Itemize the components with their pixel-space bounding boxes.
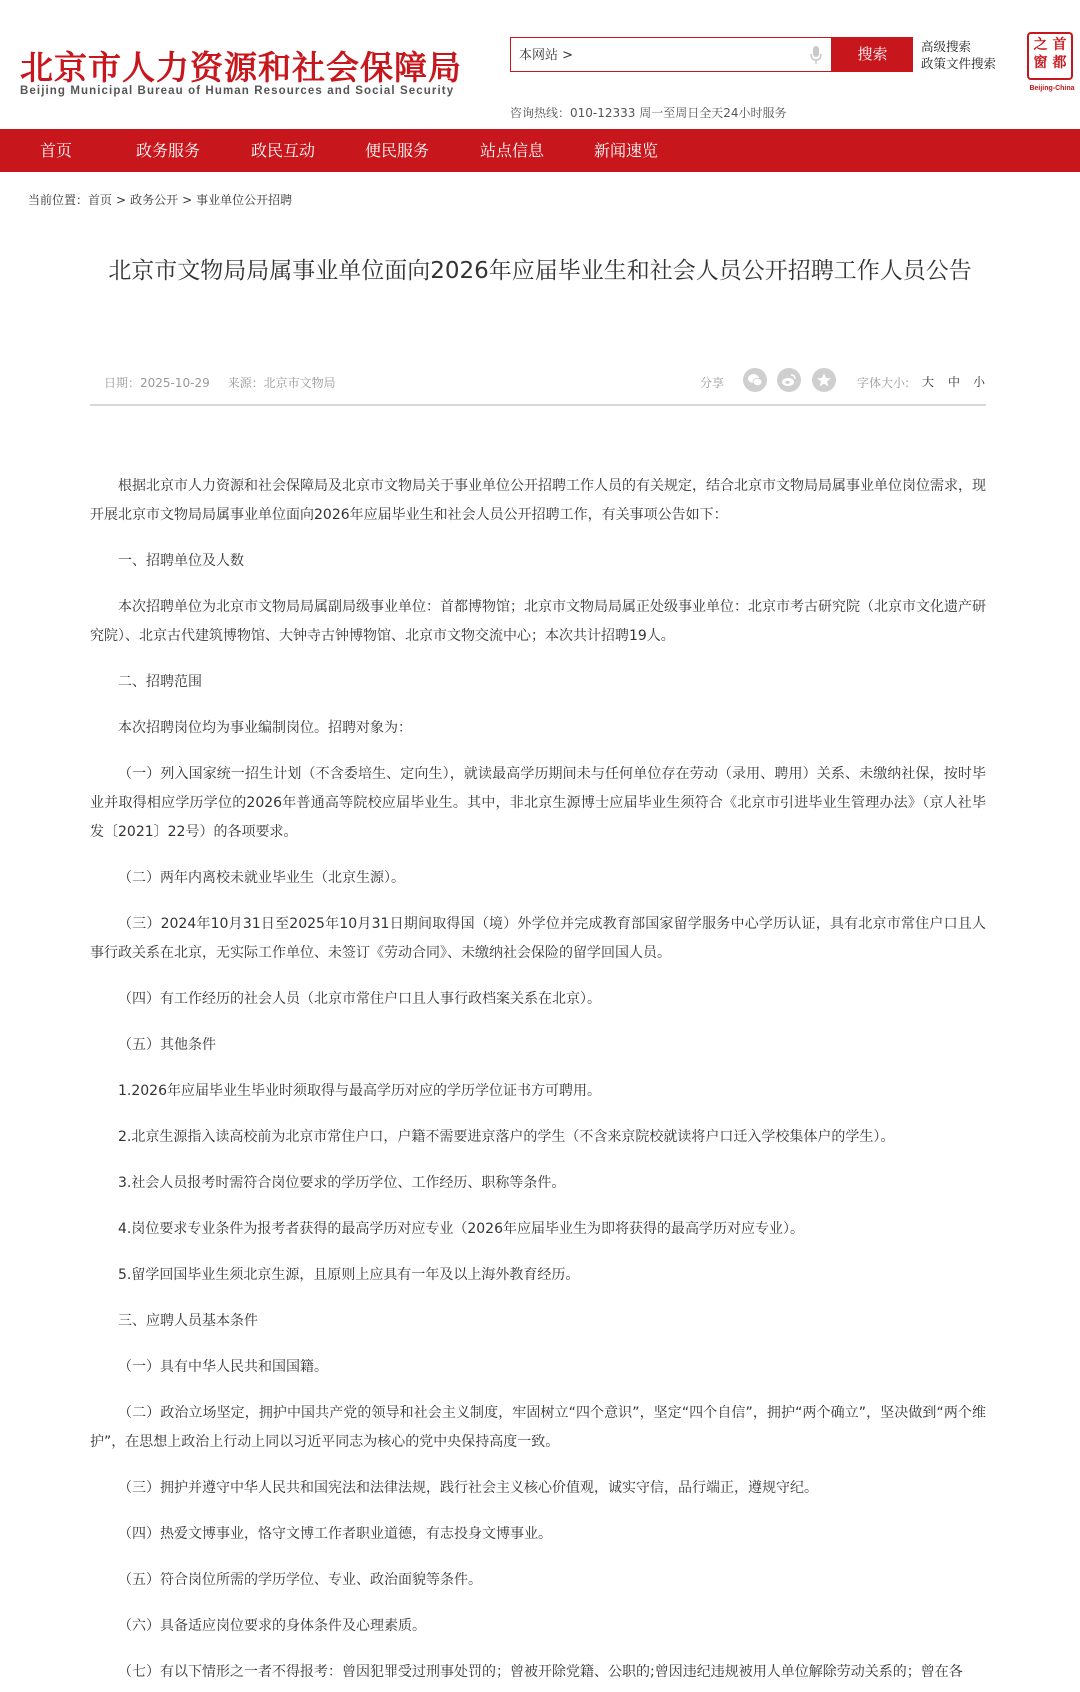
capital-logo-char: 都	[1052, 55, 1067, 71]
advanced-search-link[interactable]: 高级搜索	[921, 39, 972, 54]
breadcrumb-recruitment[interactable]: 事业单位公开招聘	[196, 193, 293, 207]
breadcrumb	[28, 191, 296, 208]
paragraph: 本次招聘单位为北京市文物局局属副局级事业单位：首都博物馆；北京市文物局局属正处级事业单位：北京市考古研究院（北京市文化遗产研究院）、北京古代建筑博物馆、大钟寺古钟博物馆、北京市文物交流中心；本次共计招聘19人。	[90, 599, 986, 644]
paragraph: 3.社会人员报考时需符合岗位要求的学历学位、工作经历、职称等条件。	[118, 1175, 566, 1191]
paragraph: （四）热爱文博事业，恪守文博工作者职业道德，有志投身文博事业。	[118, 1526, 552, 1542]
site-logo-en: Beijing Municipal Bureau of Human Resources and Social Security	[20, 85, 455, 97]
meta-divider	[90, 404, 986, 406]
font-size-large[interactable]: 大	[922, 375, 935, 389]
capital-window-logo[interactable]	[1027, 32, 1075, 92]
paragraph: 本次招聘岗位均为事业编制岗位。招聘对象为：	[118, 720, 412, 736]
share-label: 分享	[700, 376, 725, 390]
article-date: 日期：2025-10-29	[104, 376, 210, 390]
paragraph: （七）有以下情形之一者不得报考：曾因犯罪受过刑事处罚的；曾被开除党籍、公职的;曾因违纪违规被用人单位解除劳动关系的；曾在各	[118, 1664, 963, 1680]
paragraph: 2.北京生源指入读高校前为北京市常住户口，户籍不需要进京落户的学生（不含来京院校就读将户口迁入学校集体户的学生）。	[118, 1129, 895, 1145]
nav-item-home[interactable]: 首页	[40, 141, 73, 160]
search-scope-select[interactable]: 本网站 >	[519, 48, 574, 63]
paragraph: （二）政治立场坚定，拥护中国共产党的领导和社会主义制度，牢固树立“四个意识”，坚定“四个自信”，拥护“两个确立”，坚决做到“两个维护”，在思想上政治上行动上同以习近平同志为核心的党中央保持高度一致。	[90, 1405, 986, 1450]
favorite-icon[interactable]	[812, 368, 836, 392]
article-meta	[104, 374, 350, 391]
search-input[interactable]	[591, 42, 801, 67]
breadcrumb-label: 当前位置：	[28, 193, 89, 207]
site-logo-cn[interactable]: 北京市人力资源和社会保障局	[20, 48, 462, 87]
paragraph: 4.岗位要求专业条件为报考者获得的最高学历对应专业（2026年应届毕业生为即将获得的最高学历对应专业）。	[118, 1221, 804, 1237]
font-size-label: 字体大小:	[857, 376, 910, 390]
paragraph: （二）两年内离校未就业毕业生（北京生源）。	[118, 870, 405, 886]
search-box	[510, 37, 832, 72]
section-heading: 一、招聘单位及人数	[118, 553, 244, 569]
paragraph: 5.留学回国毕业生须北京生源，且原则上应具有一年及以上海外教育经历。	[118, 1267, 580, 1283]
breadcrumb-gov-affairs[interactable]: 政务公开	[130, 193, 179, 207]
paragraph: （三）2024年10月31日至2025年10月31日期间取得国（境）外学位并完成教育部国家留学服务中心学历认证，具有北京市常住户口且人事行政关系在北京，无实际工作单位、未签订《劳动合同》、未缴纳社会保险的留学回国人员。	[90, 916, 986, 961]
nav-item-gov-services[interactable]: 政务服务	[136, 141, 201, 160]
hotline-text: 咨询热线：010-12333 周一至周日全天24小时服务	[510, 106, 787, 120]
font-size-small[interactable]: 小	[973, 375, 986, 389]
paragraph: 根据北京市人力资源和社会保障局及北京市文物局关于事业单位公开招聘工作人员的有关规定，结合北京市文物局局属事业单位岗位需求，现开展北京市文物局局属事业单位面向2026年应届毕业生和社会人员公开招聘工作，有关事项公告如下：	[90, 478, 986, 523]
article-content	[90, 472, 986, 1692]
nav-item-convenience[interactable]: 便民服务	[365, 141, 430, 160]
capital-logo-char: 首	[1052, 37, 1067, 53]
breadcrumb-home[interactable]: 首页	[88, 193, 113, 207]
nav-item-news[interactable]: 新闻速览	[594, 141, 659, 160]
paragraph: （三）拥护并遵守中华人民共和国宪法和法律法规，践行社会主义核心价值观，诚实守信，品行端正，遵规守纪。	[118, 1480, 818, 1496]
capital-logo-sub: Beijing-China	[1029, 85, 1075, 92]
search-links	[921, 38, 996, 72]
paragraph: （一）具有中华人民共和国国籍。	[118, 1359, 328, 1375]
section-heading: 二、招聘范围	[118, 674, 202, 690]
section-heading: 三、应聘人员基本条件	[118, 1313, 258, 1329]
nav-item-site-info[interactable]: 站点信息	[480, 141, 545, 160]
paragraph: 1.2026年应届毕业生毕业时须取得与最高学历对应的学历学位证书方可聘用。	[118, 1083, 601, 1099]
site-header	[0, 0, 1080, 128]
paragraph: （六）具备适应岗位要求的身体条件及心理素质。	[118, 1618, 426, 1634]
paragraph: （五）其他条件	[118, 1037, 216, 1053]
article-source: 来源：北京市文物局	[227, 376, 336, 390]
font-size-medium[interactable]: 中	[948, 375, 961, 389]
paragraph: （四）有工作经历的社会人员（北京市常住户口且人事行政档案关系在北京）。	[118, 991, 601, 1007]
capital-logo-char: 窗	[1033, 55, 1048, 71]
breadcrumb-sep: >	[116, 193, 127, 207]
weibo-icon[interactable]	[777, 368, 801, 392]
article-title: 北京市文物局局属事业单位面向2026年应届毕业生和社会人员公开招聘工作人员公告	[108, 258, 972, 284]
breadcrumb-sep: >	[182, 193, 193, 207]
nav-item-interaction[interactable]: 政民互动	[251, 141, 316, 160]
capital-logo-char: 之	[1033, 37, 1048, 53]
main-nav	[0, 129, 1080, 172]
search-button[interactable]: 搜索	[832, 37, 913, 72]
paragraph: （一）列入国家统一招生计划（不含委培生、定向生），就读最高学历期间未与任何单位存在劳动（录用、聘用）关系、未缴纳社保，按时毕业并取得相应学历学位的2026年普通高等院校应届毕业生。其中，非北京生源博士应届毕业生须符合《北京市引进毕业生管理办法》（京人社毕发〔2021〕22号）的各项要求。	[90, 766, 986, 840]
paragraph: （五）符合岗位所需的学历学位、专业、政治面貌等条件。	[118, 1572, 482, 1588]
wechat-icon[interactable]	[743, 368, 767, 392]
microphone-icon[interactable]	[809, 45, 823, 65]
policy-search-link[interactable]: 政策文件搜索	[921, 56, 997, 71]
